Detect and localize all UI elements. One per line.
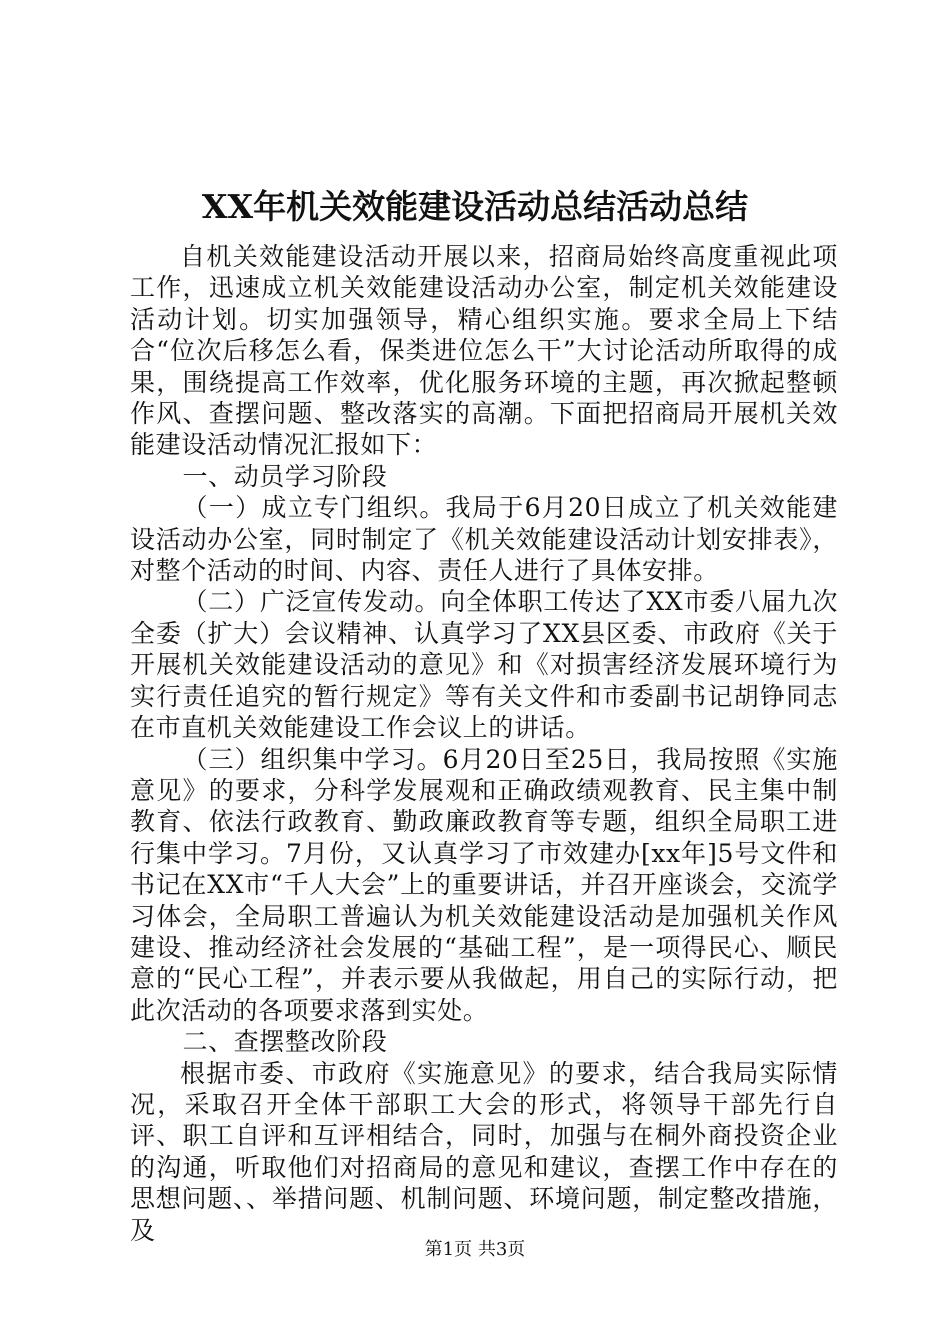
- intro-paragraph: 自机关效能建设活动开展以来，招商局始终高度重视此项工作，迅速成立机关效能建设活动办公室，制定机关效能建设活动计划。切实加强领导，精心组织实施。要求全局上下结合“位次后移怎么看，保类进位怎么干”大讨论活动所取得的成果，围绕提高工作效率，优化服务环境的主题，再次掀起整顿作风、查摆问题、整改落实的高潮。下面把招商局开展机关效能建设活动情况汇报如下：: [130, 242, 838, 460]
- section-heading-2: 二、查摆整改阶段: [182, 1027, 388, 1057]
- section-heading-1: 一、动员学习阶段: [182, 461, 388, 491]
- page-number-footer: 第1页 共3页: [424, 1239, 526, 1260]
- section-2-paragraph: 根据市委、市政府《实施意见》的要求，结合我局实际情况，采取召开全体干部职工大会的形式，将领导干部先行自评、职工自评和互评相结合，同时，加强与在桐外商投资企业的沟通，听取他们对招商局的意见和建议，查摆工作中存在的思想问题、、举措问题、机制问题、环境问题，制定整改措施，及: [130, 1058, 838, 1245]
- document-body: [130, 241, 838, 1246]
- subsection-paragraph-1: （一）成立专门组织。我局于6月20日成立了机关效能建设活动办公室，同时制定了《机关效能建设活动计划安排表》，对整个活动的时间、内容、责任人进行了具体安排。: [130, 493, 838, 586]
- subsection-paragraph-2: （二）广泛宣传发动。向全体职工传达了XX市委八届九次全委（扩大）会议精神、认真学习了XX县区委、市政府《关于开展机关效能建设活动的意见》和《对损害经济发展环境行为实行责任追究的暂行规定》等有关文件和市委副书记胡铮同志在市直机关效能建设工作会议上的讲话。: [130, 587, 838, 743]
- subsection-paragraph-3: （三）组织集中学习。6月20日至25日，我局按照《实施意见》的要求，分科学发展观和正确政绩观教育、民主集中制教育、依法行政教育、勤政廉政教育等专题，组织全局职工进行集中学习。7月份，又认真学习了市效建办[xx年]5号文件和书记在XX市“千人大会”上的重要讲话，并召开座谈会，交流学习体会，全局职工普遍认为机关效能建设活动是加强机关作风建设、推动经济社会发展的“基础工程”，是一项得民心、顺民意的“民心工程”，并表示要从我做起，用自己的实际行动，把此次活动的各项要求落到实处。: [130, 744, 838, 1025]
- document-title: XX年机关效能建设活动总结活动总结: [201, 187, 749, 226]
